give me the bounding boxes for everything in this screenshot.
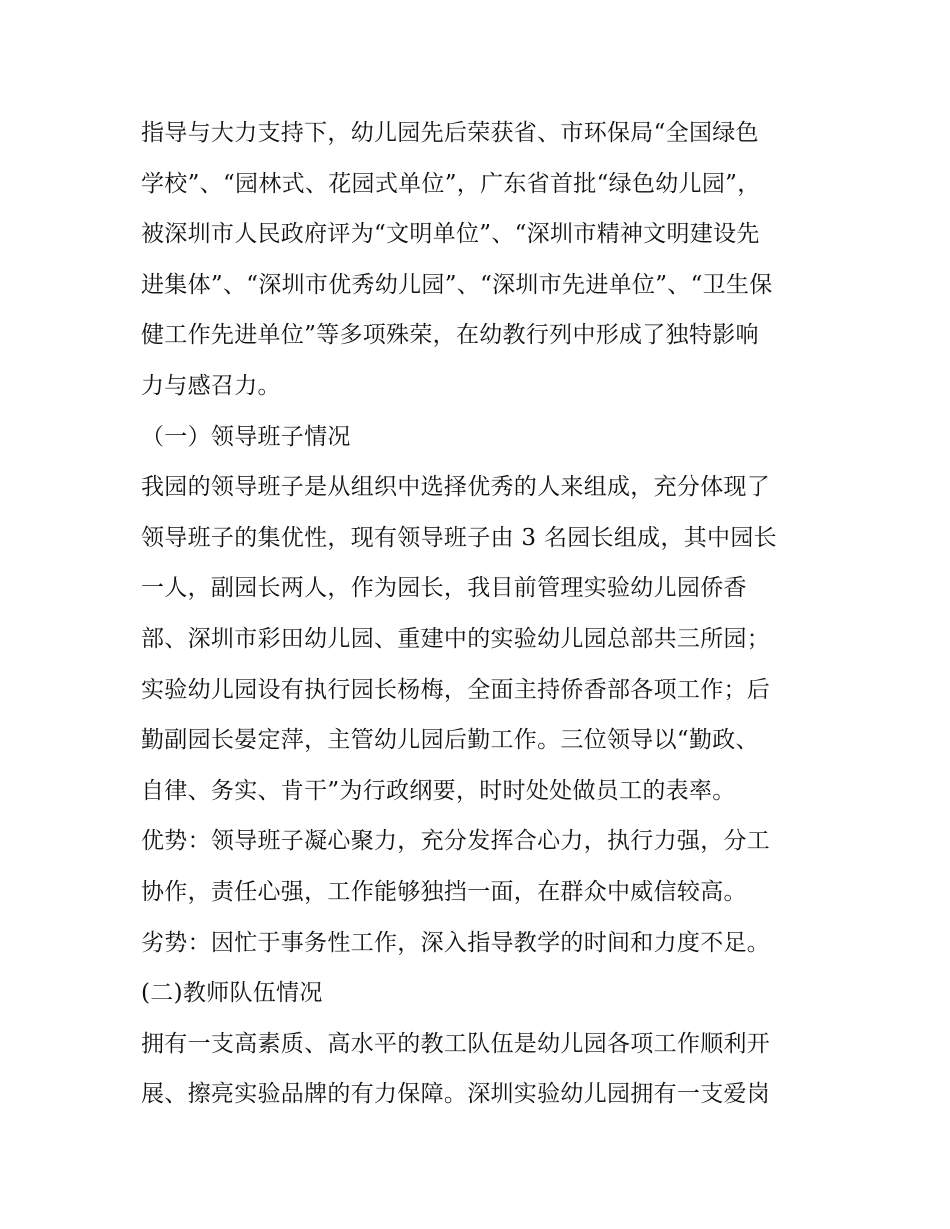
- text-line: 勤副园长晏定萍，主管幼儿园后勤工作。三位领导以“勤政、: [141, 727, 759, 754]
- text-line: 拥有一支高素质、高水平的教工队伍是幼儿园各项工作顺利开: [141, 1030, 771, 1057]
- text-line: 展、擦亮实验品牌的有力保障。深圳实验幼儿园拥有一支爱岗: [141, 1081, 771, 1108]
- text-line: 力与感召力。: [141, 372, 281, 399]
- text-line: 劣势：因忙于事务性工作，深入指导教学的时间和力度不足。: [141, 929, 771, 956]
- text-line: 我园的领导班子是从组织中选择优秀的人来组成，充分体现了: [141, 474, 771, 501]
- text-line: 进集体”、“深圳市优秀幼儿园”、“深圳市先进单位”、“卫生保: [141, 271, 773, 298]
- text-line: 被深圳市人民政府评为“文明单位”、“深圳市精神文明建设先: [141, 221, 760, 248]
- text-line: 健工作先进单位”等多项殊荣，在幼教行列中形成了独特影响: [141, 322, 759, 349]
- text-line: 实验幼儿园设有执行园长杨梅，全面主持侨香部各项工作；后: [141, 676, 771, 703]
- text-line: 一人，副园长两人，作为园长，我目前管理实验幼儿园侨香: [141, 575, 747, 602]
- text-line: 协作，责任心强，工作能够独挡一面，在群众中威信较高。: [141, 878, 747, 905]
- text-line: 优势：领导班子凝心聚力，充分发挥合心力，执行力强，分工: [141, 828, 771, 855]
- text-line: 部、深圳市彩田幼儿园、重建中的实验幼儿园总部共三所园；: [141, 625, 771, 652]
- section-heading: (二)教师队伍情况: [141, 980, 323, 1007]
- text-line: 学校”、“园林式、花园式单位”，广东省首批“绿色幼儿园”，: [141, 170, 761, 197]
- text-line: 领导班子的集优性，现有领导班子由 3 名园长组成，其中园长: [141, 524, 777, 551]
- section-heading: （一）领导班子情况: [141, 423, 351, 450]
- text-line: 指导与大力支持下，幼儿园先后荣获省、市环保局“全国绿色: [141, 120, 759, 146]
- text-line: 自律、务实、肯干”为行政纲要，时时处处做员工的表率。: [141, 777, 736, 804]
- document-body: [141, 108, 821, 1120]
